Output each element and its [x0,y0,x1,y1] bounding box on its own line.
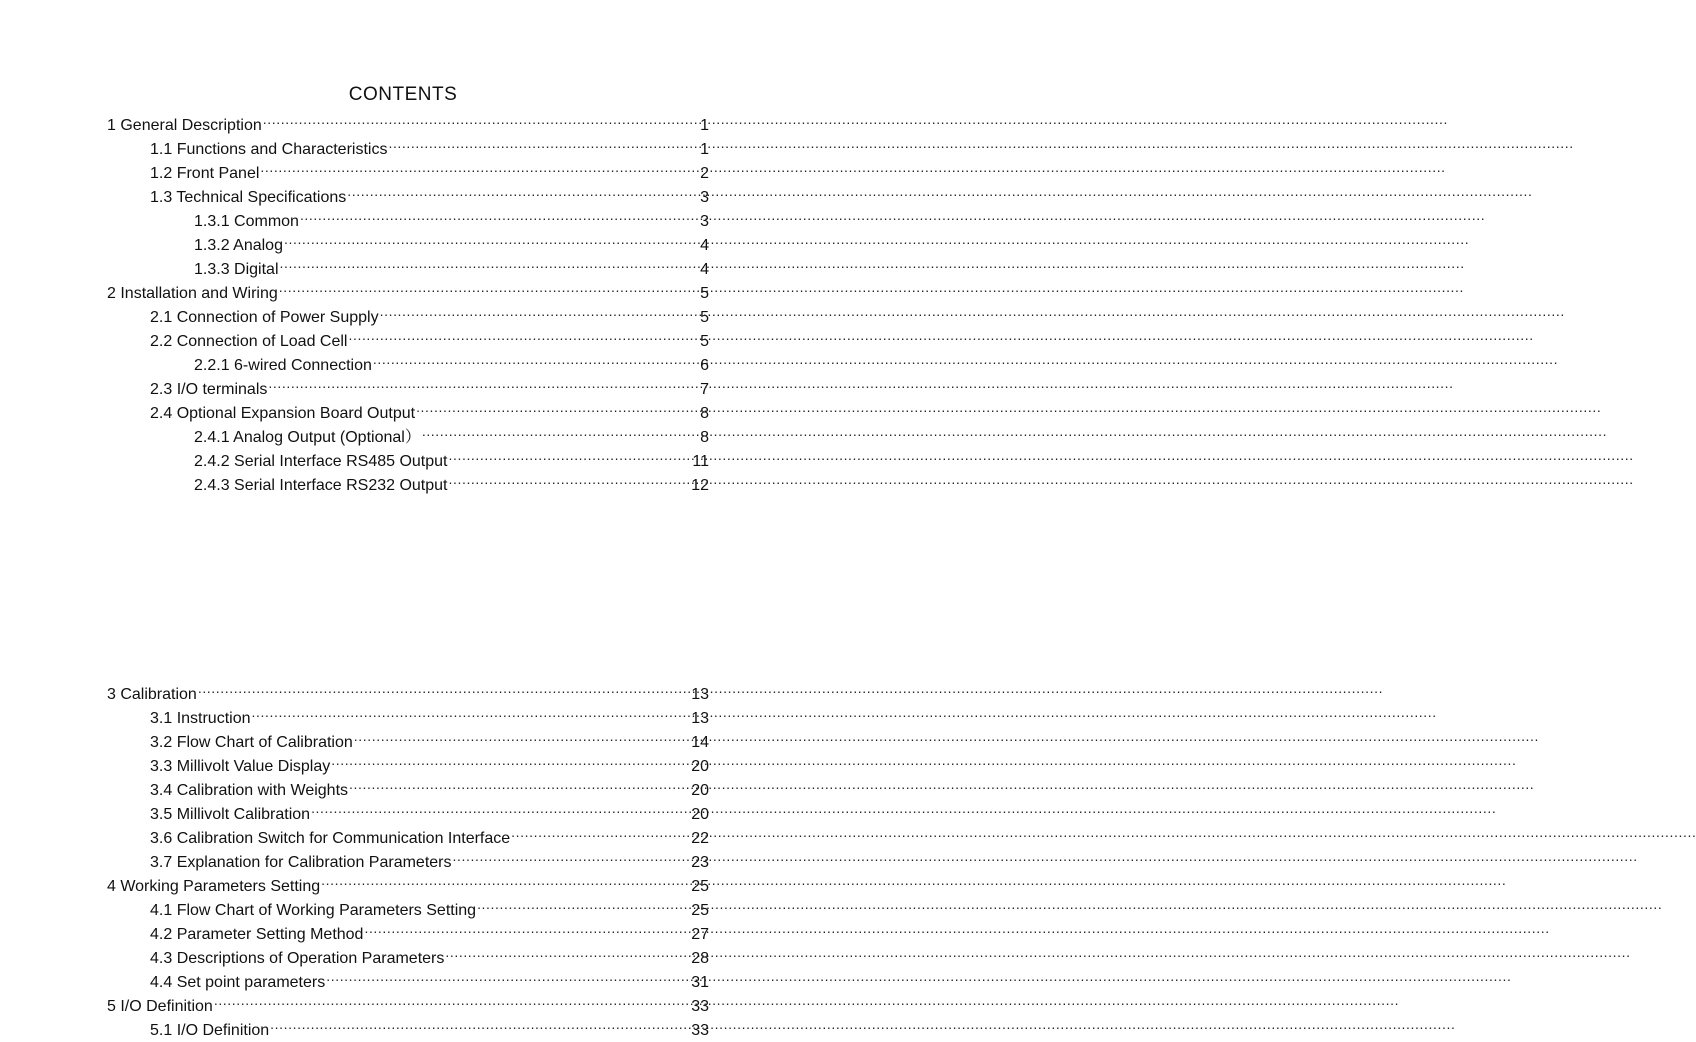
toc-dot-leader [380,300,699,322]
toc-entry-page: 3 [700,213,709,230]
toc-entry-label: 4.4 Set point parameters [150,974,326,991]
toc-entry[interactable] [150,917,709,943]
toc-entry-page: 27 [691,926,709,943]
toc-entry[interactable] [150,396,709,422]
toc-entry-page: 4 [700,261,709,278]
toc-entry-label: 3 Calibration [107,686,197,703]
toc-entry-label: 3.7 Explanation for Calibration Parameters [150,854,452,871]
toc-entry[interactable] [150,893,709,919]
toc-entry-page: 6 [700,357,709,374]
toc-entry-page: 12 [691,477,709,494]
toc-entry[interactable] [107,108,709,134]
toc-dot-leader [453,845,690,867]
toc-dot-leader [300,204,698,226]
toc-entry-label: 1.3.1 Common [194,213,299,230]
toc-entry-page: 1 [700,117,709,134]
toc-dot-leader [326,965,689,987]
toc-entry-label: 2.1 Connection of Power Supply [150,309,379,326]
toc-entry[interactable] [150,372,709,398]
toc-entry-label: 1.3.2 Analog [194,237,283,254]
toc-entry-page: 13 [691,686,709,703]
toc-entry[interactable] [107,989,709,1015]
toc-entry[interactable] [150,941,709,967]
toc-entry-label: 2.3 I/O terminals [150,381,268,398]
toc-entry-label: 4.2 Parameter Setting Method [150,926,364,943]
toc-entry[interactable] [150,749,709,775]
toc-entry[interactable] [194,204,709,230]
toc-entry[interactable] [194,420,709,446]
toc-entry-page: 33 [691,1022,709,1039]
toc-entry-label: 3.6 Calibration Switch for Communication Interface [150,830,511,847]
toc-entry[interactable] [150,180,709,206]
toc-entry[interactable] [194,468,709,494]
toc-entry-page: 20 [691,806,709,823]
toc-entry-label: 4.3 Descriptions of Operation Parameters [150,950,445,967]
toc-entry-page: 14 [691,734,709,751]
toc-entry-page: 23 [691,854,709,871]
toc-dot-leader [280,252,699,274]
toc-dot-leader [349,773,689,795]
toc-entry-label: 3.5 Millivolt Calibration [150,806,311,823]
toc-entry[interactable] [150,821,709,847]
toc-entry[interactable] [150,797,709,823]
toc-dot-leader [373,348,698,370]
toc-entry-page: 25 [691,902,709,919]
toc-entry[interactable] [150,132,709,158]
toc-entry[interactable] [194,444,709,470]
toc-entry-label: 4 Working Parameters Setting [107,878,321,895]
toc-entry-label: 1.2 Front Panel [150,165,260,182]
toc-entry-page: 28 [691,950,709,967]
toc-entry-page: 33 [691,998,709,1015]
toc-dot-leader [284,228,698,250]
toc-entry-label: 1.1 Functions and Characteristics [150,141,388,158]
toc-entry-label: 1.3.3 Digital [194,261,279,278]
toc-entry-page: 5 [700,309,709,326]
toc-entry-label: 5.1 I/O Definition [150,1022,270,1039]
toc-entry-label: 1 General Description [107,117,262,134]
toc-entry[interactable] [194,348,709,374]
toc-dot-leader [354,725,689,747]
toc-dot-leader [422,420,698,442]
toc-entry-page: 3 [700,189,709,206]
toc-entry-label: 3.4 Calibration with Weights [150,782,349,799]
toc-entry-label: 2.4 Optional Expansion Board Output [150,405,416,422]
toc-entry-label: 2.4.3 Serial Interface RS232 Output [194,477,448,494]
toc-entry-page: 20 [691,758,709,775]
toc-entry[interactable] [150,773,709,799]
toc-entry-label: 2 Installation and Wiring [107,285,278,302]
toc-entry[interactable] [107,276,709,302]
toc-dot-leader [214,989,689,1011]
toc-dot-leader [477,893,689,915]
toc-entry[interactable] [150,156,709,182]
toc-entry-page: 4 [700,237,709,254]
toc-entry[interactable] [194,228,709,254]
toc-entry[interactable] [150,324,709,350]
toc-dot-leader [260,156,698,178]
toc-entry-page: 20 [691,782,709,799]
toc-dot-leader [321,869,689,891]
toc-dot-leader [511,821,689,843]
toc-dot-leader [416,396,698,418]
toc-dot-leader [348,324,698,346]
document-page [0,0,768,1039]
toc-entry[interactable] [150,1013,709,1039]
toc-entry-label: 4.1 Flow Chart of Working Parameters Setting [150,902,477,919]
toc-entry[interactable] [150,845,709,871]
toc-entry[interactable] [194,252,709,278]
toc-entry-page: 13 [691,710,709,727]
toc-dot-leader [331,749,689,771]
toc-dot-leader [270,1013,689,1035]
toc-entry-label: 2.2 Connection of Load Cell [150,333,348,350]
toc-entry[interactable] [150,965,709,991]
toc-entry[interactable] [150,725,709,751]
toc-entry-page: 11 [692,453,709,470]
toc-entry-page: 5 [700,333,709,350]
toc-entry-label: 2.4.1 Analog Output (Optional） [194,429,421,446]
toc-entry-page: 8 [700,405,709,422]
toc-dot-leader [448,444,690,466]
toc-dot-leader [347,180,698,202]
toc-entry-label: 3.1 Instruction [150,710,251,727]
toc-dot-leader [364,917,689,939]
toc-dot-leader [388,132,698,154]
toc-entry-label: 1.3 Technical Specifications [150,189,347,206]
toc-entry-page: 31 [691,974,709,991]
toc-entry-page: 8 [700,429,709,446]
toc-dot-leader [448,468,689,490]
toc-entry-label: 2.4.2 Serial Interface RS485 Output [194,453,448,470]
toc-entry[interactable] [107,677,709,703]
toc-entry-page: 5 [700,285,709,302]
toc-entry-label: 2.2.1 6-wired Connection [194,357,372,374]
toc-entry[interactable] [107,869,709,895]
toc-dot-leader [311,797,689,819]
toc-entry-page: 1 [700,141,709,158]
toc-entry-label: 3.3 Millivolt Value Display [150,758,331,775]
toc-entry[interactable] [150,701,709,727]
toc-entry-label: 3.2 Flow Chart of Calibration [150,734,353,751]
toc-dot-leader [263,108,698,130]
toc-entry[interactable] [150,300,709,326]
toc-dot-leader [252,701,690,723]
toc-entry-page: 2 [700,165,709,182]
toc-entry-page: 25 [691,878,709,895]
toc-dot-leader [445,941,689,963]
toc-entry-label: 5 I/O Definition [107,998,213,1015]
toc-dot-leader [268,372,698,394]
page-title: CONTENTS [348,84,458,105]
toc-entry-page: 22 [691,830,709,847]
toc-dot-leader [279,276,698,298]
toc-entry-page: 7 [700,381,709,398]
toc-dot-leader [198,677,689,699]
